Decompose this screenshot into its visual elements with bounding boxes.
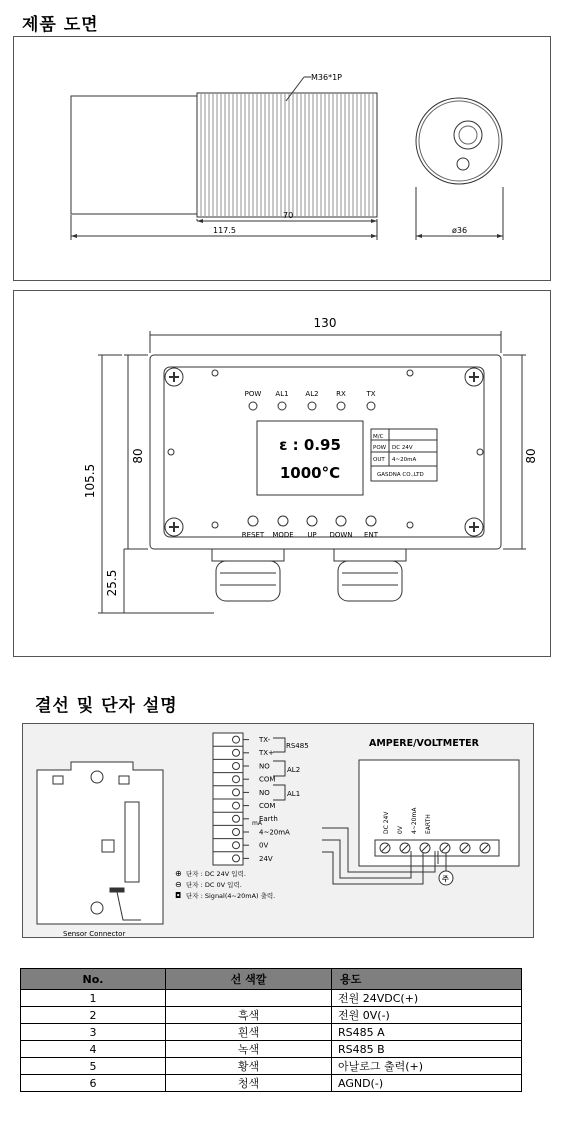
cell-wire-color: 청색 xyxy=(166,1075,332,1092)
panel-button-label: ENT xyxy=(364,531,378,539)
table-row xyxy=(21,1024,522,1041)
display-temperature: 1000°C xyxy=(279,464,341,482)
cell-no: 2 xyxy=(21,1007,166,1024)
terminal-label: TX+ xyxy=(259,749,274,758)
wiring-diagram-panel xyxy=(22,723,534,938)
table-row xyxy=(21,1041,522,1058)
ground-symbol: 주 xyxy=(442,875,449,883)
cell-usage: RS485 A xyxy=(332,1024,522,1041)
cell-no: 1 xyxy=(21,990,166,1007)
sensor-body xyxy=(71,96,197,214)
cell-no: 6 xyxy=(21,1075,166,1092)
sensor-connector xyxy=(110,888,124,892)
cell-wire-color: 흑색 xyxy=(166,1007,332,1024)
terminal-screw xyxy=(233,763,240,770)
led-label: RX xyxy=(336,390,346,398)
cell-usage: 아날로그 출력(+) xyxy=(332,1058,522,1075)
legend-text: 단자 : DC 0V 입력. xyxy=(186,881,242,889)
legend-symbol: ⊕ xyxy=(175,869,182,878)
led-label: AL2 xyxy=(305,390,319,398)
terminal-label: 4~20mA xyxy=(259,828,290,837)
led-indicator xyxy=(367,402,375,410)
panel-button-label: UP xyxy=(307,531,317,539)
meter-terminal-label: 0V xyxy=(397,826,404,834)
terminal-screw xyxy=(233,736,240,743)
thread-label: M36*1P xyxy=(311,73,342,82)
terminal-label: 0V xyxy=(259,841,269,850)
cell-no: 4 xyxy=(21,1041,166,1058)
terminal-label: NO xyxy=(259,788,270,797)
controller-drawing xyxy=(14,291,550,656)
column-header-usage: 용도 xyxy=(332,969,522,990)
table-row xyxy=(21,1058,522,1075)
display-emissivity: ε : 0.95 xyxy=(279,436,341,454)
led-indicator xyxy=(249,402,257,410)
terminal-label: NO xyxy=(259,762,270,771)
table-row xyxy=(21,1007,522,1024)
legend-symbol: ◘ xyxy=(175,891,182,900)
led-indicator xyxy=(278,402,286,410)
led-label: AL1 xyxy=(275,390,289,398)
end-view-outer xyxy=(416,98,502,184)
terminal-screw xyxy=(233,829,240,836)
dimension-70: 70 xyxy=(283,211,294,220)
terminal-screw xyxy=(233,815,240,822)
led-indicator xyxy=(308,402,316,410)
terminal-label: COM xyxy=(259,802,276,810)
group-al1: AL1 xyxy=(287,790,301,798)
legend-text: 단자 : Signal(4~20mA) 출력. xyxy=(186,892,276,900)
sensor-drawing xyxy=(14,37,550,280)
cell-usage: AGND(-) xyxy=(332,1075,522,1092)
led-label: POW xyxy=(244,390,262,398)
nameplate-pow-value: DC 24V xyxy=(392,445,413,451)
meter-terminal-label: 4~20mA xyxy=(411,807,418,834)
meter-terminal-label: EARTH xyxy=(425,814,432,834)
dimension-130: 130 xyxy=(313,316,337,330)
wiring-diagram xyxy=(23,724,533,937)
nameplate-pow-label: POW xyxy=(373,445,387,451)
nameplate-out-label: OUT xyxy=(373,457,385,463)
cell-wire-color xyxy=(166,990,332,1007)
panel-button-label: DOWN xyxy=(329,531,353,539)
terminal-screw xyxy=(233,842,240,849)
panel-button[interactable] xyxy=(366,516,376,526)
cell-no: 5 xyxy=(21,1058,166,1075)
cell-usage: 전원 24VDC(+) xyxy=(332,990,522,1007)
table-row xyxy=(21,1075,522,1092)
dimension-diameter: ø36 xyxy=(452,226,468,235)
panel-button[interactable] xyxy=(307,516,317,526)
wire-color-table xyxy=(20,968,522,1092)
meter-title: AMPERE/VOLTMETER xyxy=(369,738,479,749)
dimension-25-5: 25.5 xyxy=(105,569,119,597)
controller-board xyxy=(37,762,163,924)
panel-button[interactable] xyxy=(336,516,346,526)
led-label: TX xyxy=(366,390,376,398)
dimension-105-5: 105.5 xyxy=(83,463,97,499)
nameplate-out-value: 4~20mA xyxy=(392,457,417,463)
dimension-117-5: 117.5 xyxy=(213,226,236,235)
legend-symbol: ⊖ xyxy=(175,880,182,889)
end-view-lens xyxy=(454,121,482,149)
section-title-product-drawing: 제품 도면 xyxy=(22,15,99,35)
terminal-screw xyxy=(233,802,240,809)
terminal-screw xyxy=(233,776,240,783)
column-header-wire-color: 선 색깔 xyxy=(166,969,332,990)
sensor-connector-label: Sensor Connector xyxy=(63,930,126,937)
meter-terminal-label: DC 24V xyxy=(383,811,390,834)
group-rs485: RS485 xyxy=(286,742,309,750)
terminal-screw xyxy=(233,855,240,862)
section-title-wiring: 결선 및 단자 설명 xyxy=(35,696,178,716)
cell-wire-color: 녹색 xyxy=(166,1041,332,1058)
terminal-label: 24V xyxy=(259,854,273,863)
dimension-80-left: 80 xyxy=(131,448,145,464)
dimension-80-right: 80 xyxy=(524,448,538,464)
column-header-no: No. xyxy=(21,969,166,990)
controller-drawing-panel xyxy=(13,290,551,657)
table-row xyxy=(21,990,522,1007)
display-window xyxy=(257,421,363,495)
nameplate-model-label: M/C xyxy=(373,434,384,440)
ma-symbol: mA xyxy=(252,820,262,827)
terminal-screw xyxy=(233,749,240,756)
sensor-drawing-panel xyxy=(13,36,551,281)
legend-text: 단자 : DC 24V 입력. xyxy=(186,870,246,878)
terminal-screw xyxy=(233,789,240,796)
group-al2: AL2 xyxy=(287,766,301,774)
cell-usage: RS485 B xyxy=(332,1041,522,1058)
nameplate-maker: GASDNA CO.,LTD xyxy=(377,472,424,478)
terminal-label: COM xyxy=(259,775,276,784)
cell-wire-color: 흰색 xyxy=(166,1024,332,1041)
panel-button[interactable] xyxy=(278,516,288,526)
end-view-port xyxy=(457,158,469,170)
sensor-thread xyxy=(197,93,377,217)
panel-button-label: RESET xyxy=(241,531,265,539)
cell-usage: 전원 0V(-) xyxy=(332,1007,522,1024)
led-indicator xyxy=(337,402,345,410)
panel-button[interactable] xyxy=(248,516,258,526)
terminal-label: TX- xyxy=(259,736,271,744)
cell-wire-color: 황색 xyxy=(166,1058,332,1075)
panel-button-label: MODE xyxy=(272,531,294,539)
cell-no: 3 xyxy=(21,1024,166,1041)
terminal-label: Earth xyxy=(259,815,278,824)
table-header-row xyxy=(21,969,522,990)
